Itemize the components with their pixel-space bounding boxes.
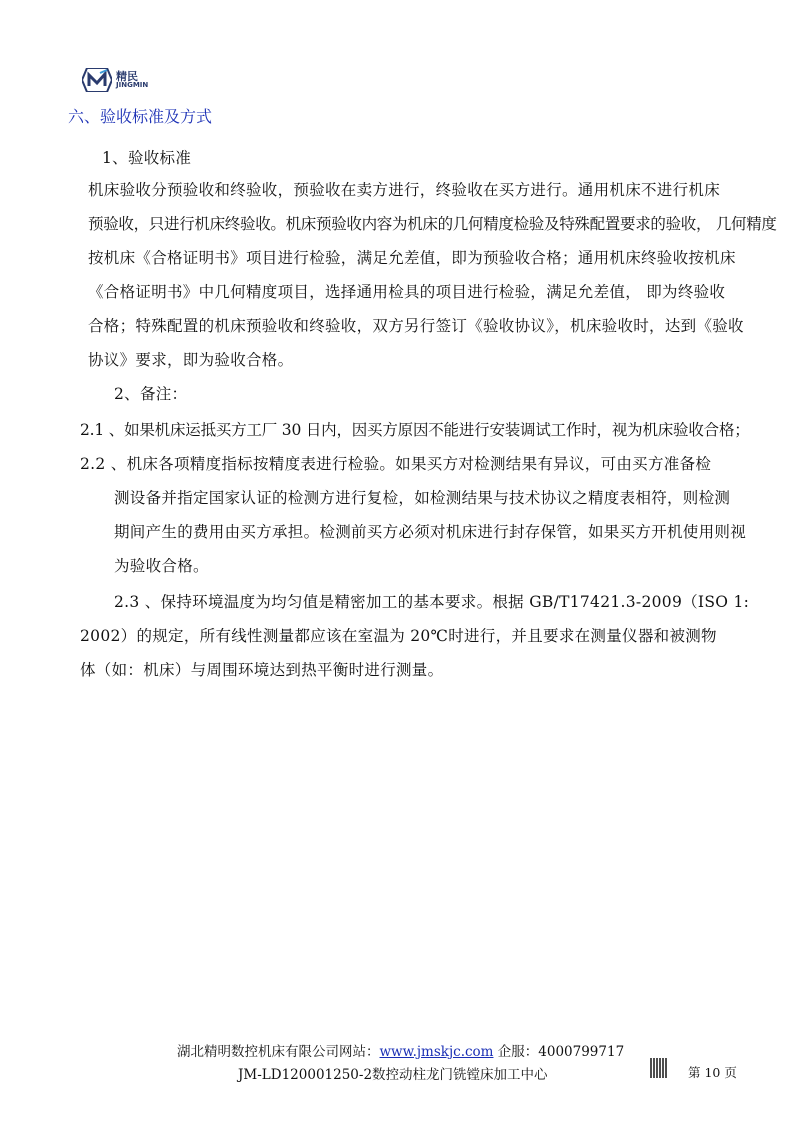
- note-2-2-line: 期间产生的费用由买方承担。检测前买方必须对机床进行封存保管，如果买方开机使用则视: [114, 523, 747, 541]
- footer-company: 湖北精明数控机床有限公司网站：: [177, 1044, 380, 1060]
- page-number: 第 10 页: [688, 1065, 737, 1080]
- paragraph-line: 协议》要求，即为验收合格。: [88, 351, 294, 369]
- jingmin-logo-icon: [82, 68, 112, 92]
- section-heading: 六、验收标准及方式: [68, 107, 213, 126]
- subheading-notes: 2、备注：: [114, 385, 188, 403]
- logo-en: JINGMIN: [116, 81, 149, 89]
- paragraph-line: 机床验收分预验收和终验收，预验收在卖方进行，终验收在买方进行。通用机床不进行机床: [88, 181, 721, 199]
- footer-contact: [177, 1040, 624, 1060]
- subheading-acceptance-standard: 1、验收标准: [102, 149, 192, 167]
- website-link[interactable]: www.jmskjc.com: [379, 1044, 494, 1060]
- footer-service: 企服：4000799717: [493, 1044, 625, 1060]
- qr-code-icon: [650, 1058, 667, 1078]
- paragraph-line: 《合格证明书》中几何精度项目，选择通用检具的项目进行检验，满足允差值， 即为终验收: [88, 283, 726, 301]
- note-2-2-line: 2.2 、机床各项精度指标按精度表进行检验。如果买方对检测结果有异议，可由买方准备检: [80, 455, 712, 473]
- note-2-3-line: 2002）的规定，所有线性测量都应该在室温为 20℃时进行，并且要求在测量仪器和被测物: [80, 627, 717, 645]
- note-2-1: 2.1 、如果机床运抵买方工厂 30 日内，因买方原因不能进行安装调试工作时，视为机床验收合格；: [80, 421, 750, 439]
- footer-doc-title: JM-LD120001250-2数控动柱龙门铣镗床加工中心: [238, 1067, 548, 1083]
- note-2-3-line: 2.3 、保持环境温度为均匀值是精密加工的基本要求。根据 GB/T17421.3-2009（ISO 1:: [114, 593, 750, 611]
- note-2-2-line: 测设备并指定国家认证的检测方进行复检，如检测结果与技术协议之精度表相符，则检测: [114, 489, 731, 507]
- note-2-3-line: 体（如：机床）与周围环境达到热平衡时进行测量。: [80, 661, 444, 679]
- paragraph-line: 按机床《合格证明书》项目进行检验，满足允差值，即为预验收合格；通用机床终验收按机床: [88, 249, 736, 267]
- note-2-2-line: 为验收合格。: [114, 557, 209, 575]
- paragraph-line: 预验收，只进行机床终验收。机床预验收内容为机床的几何精度检验及特殊配置要求的验收， 几何精度: [88, 215, 777, 233]
- paragraph-line: 合格；特殊配置的机床预验收和终验收，双方另行签订《验收协议》，机床验收时，达到《验收: [88, 317, 744, 335]
- logo-cn: 精民: [116, 70, 138, 83]
- company-logo: [82, 68, 148, 92]
